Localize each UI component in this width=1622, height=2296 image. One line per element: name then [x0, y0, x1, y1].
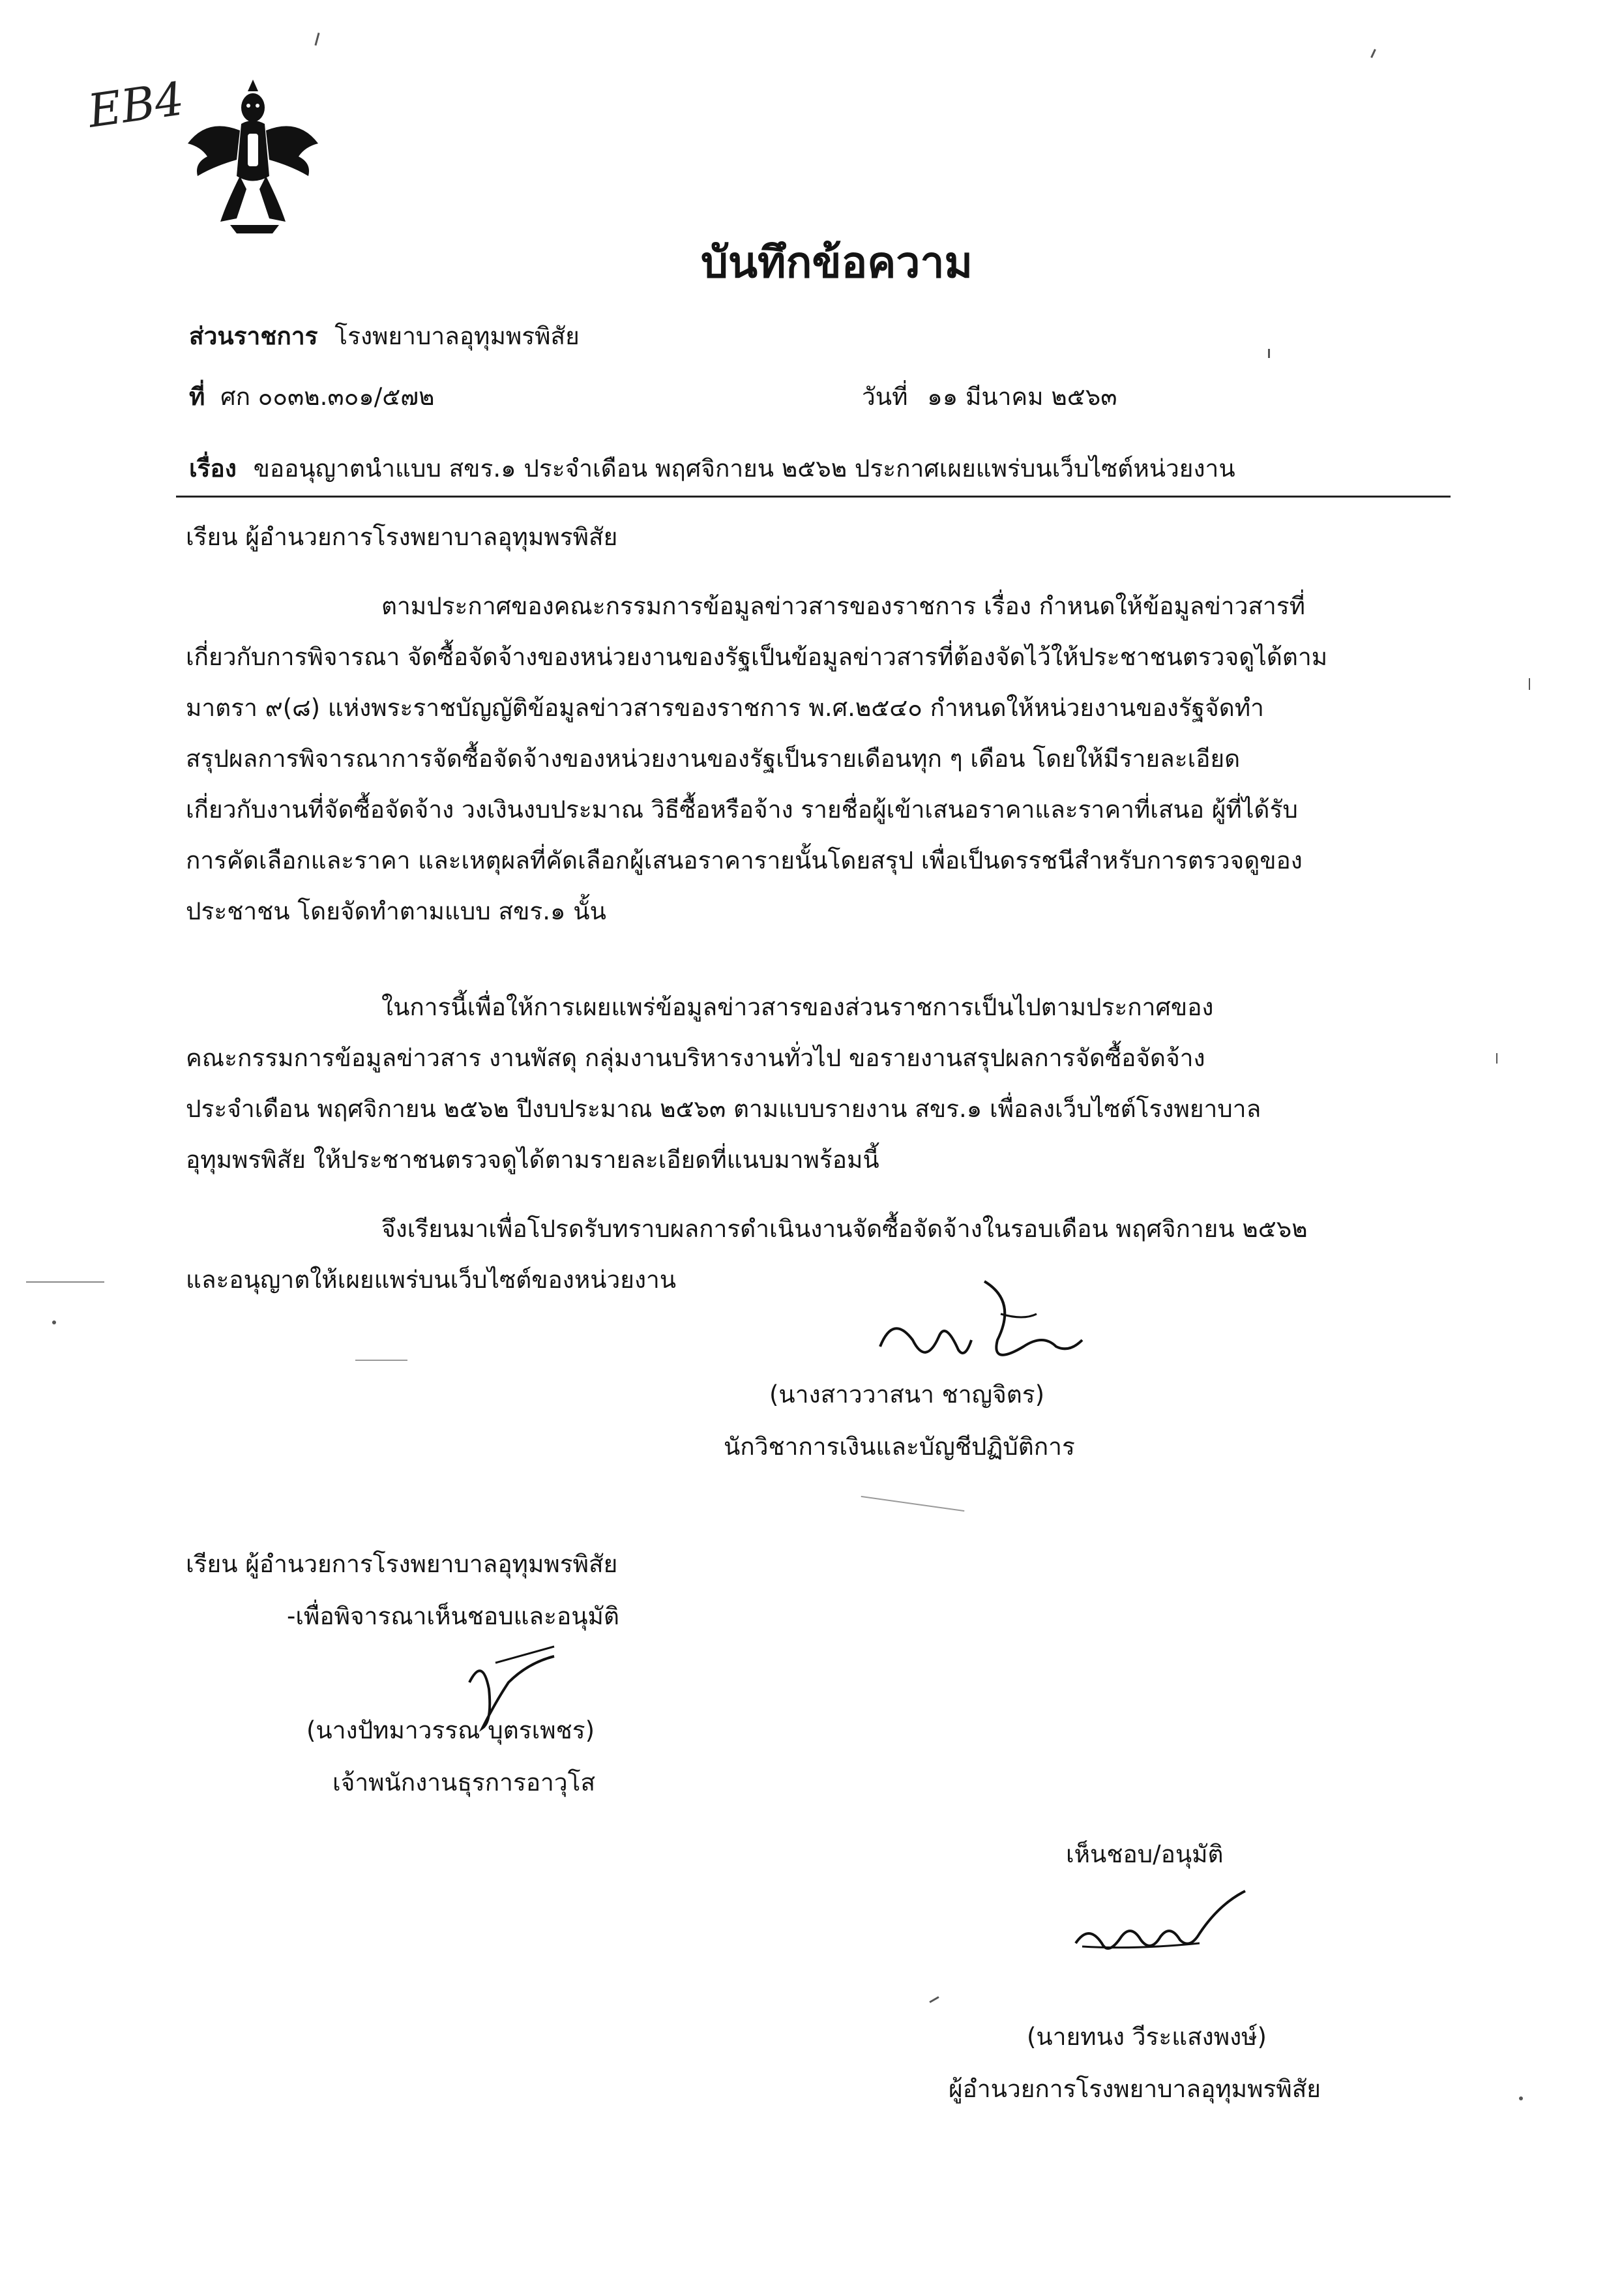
- forward-salutation: เรียน ผู้อำนวยการโรงพยาบาลอุทุมพรพิสัย: [186, 1550, 618, 1578]
- document-title: บันทึกข้อความ: [701, 237, 973, 288]
- subject-row: [189, 453, 1235, 485]
- signer-3-position: ผู้อำนวยการโรงพยาบาลอุทุมพรพิสัย: [949, 2075, 1321, 2103]
- approval-note: เห็นชอบ/อนุมัติ: [1066, 1840, 1224, 1868]
- header-divider: [176, 496, 1451, 498]
- scan-speck: [1519, 2096, 1523, 2100]
- signature-1-image: [867, 1275, 1089, 1392]
- paragraph-line: เกี่ยวกับงานที่จัดซื้อจัดจ้าง วงเงินงบประมาณ วิธีซื้อหรือจ้าง รายชื่อผู้เข้าเสนอราคาและราคาที่เสนอ ผู้ที่ได้รับ: [186, 796, 1298, 824]
- scan-speck: [1268, 349, 1270, 358]
- paragraph-line: อุทุมพรพิสัย ให้ประชาชนตรวจดูได้ตามรายละเอียดที่แนบมาพร้อมนี้: [186, 1146, 879, 1174]
- agency-label: ส่วนราชการ: [189, 322, 318, 350]
- paragraph-line: สรุปผลการพิจารณาการจัดซื้อจัดจ้างของหน่วยงานของรัฐเป็นรายเดือนทุก ๆ เดือน โดยให้มีรายละเอียด: [186, 745, 1241, 773]
- scan-speck: [355, 1360, 407, 1361]
- date-value: ๑๑ มีนาคม ๒๕๖๓: [927, 383, 1117, 411]
- agency-value: โรงพยาบาลอุทุมพรพิสัย: [334, 322, 580, 350]
- signer-2-position: เจ้าพนักงานธุรการอาวุโส: [332, 1768, 596, 1797]
- signer-3-name: (นายทนง วีระแสงพงษ์): [1027, 2023, 1267, 2051]
- paragraph-line: จึงเรียนมาเพื่อโปรดรับทราบผลการดำเนินงานจัดซื้อจัดจ้างในรอบเดือน พฤศจิกายน ๒๕๖๒: [381, 1215, 1308, 1243]
- signer-2-name: (นางปัทมาวรรณ บุตรเพชร): [306, 1716, 595, 1744]
- scan-speck: [1529, 678, 1530, 690]
- salutation: เรียน ผู้อำนวยการโรงพยาบาลอุทุมพรพิสัย: [186, 523, 618, 551]
- date-row: [862, 381, 1117, 413]
- paragraph-line: คณะกรรมการข้อมูลข่าวสาร งานพัสดุ กลุ่มงานบริหารงานทั่วไป ขอรายงานสรุปผลการจัดซื้อจัดจ้าง: [186, 1044, 1205, 1072]
- paragraph-line: มาตรา ๙(๘) แห่งพระราชบัญญัติข้อมูลข่าวสารของราชการ พ.ศ.๒๕๔๐ กำหนดให้หน่วยงานของรัฐจัดทำ: [186, 694, 1264, 722]
- scan-speck: [26, 1281, 104, 1283]
- paragraph-line: ประจำเดือน พฤศจิกายน ๒๕๖๒ ปีงบประมาณ ๒๕๖๓ ตามแบบรายงาน สขร.๑ เพื่อลงเว็บไซต์โรงพยาบาล: [186, 1095, 1261, 1123]
- paragraph-line: ตามประกาศของคณะกรรมการข้อมูลข่าวสารของราชการ เรื่อง กำหนดให้ข้อมูลข่าวสารที่: [381, 592, 1305, 620]
- scan-speck: [1496, 1053, 1497, 1064]
- paragraph-line: และอนุญาตให้เผยแพร่บนเว็บไซต์ของหน่วยงาน: [186, 1266, 677, 1294]
- scan-speck: [929, 1996, 939, 2003]
- paragraph-line: การคัดเลือกและราคา และเหตุผลที่คัดเลือกผู้เสนอราคารายนั้นโดยสรุป เพื่อเป็นดรรชนีสำหรับการตรวจดูของ: [186, 846, 1303, 874]
- paragraph-line: ประชาชน โดยจัดทำตามแบบ สขร.๑ นั้น: [186, 897, 606, 925]
- date-label: วันที่: [862, 383, 908, 411]
- scan-speck: [52, 1320, 56, 1324]
- signature-3-image: [1069, 1885, 1252, 1969]
- reference-number: ศก ๐๐๓๒.๓๐๑/๕๗๒: [220, 383, 435, 411]
- reference-row: [189, 381, 434, 413]
- agency-row: [189, 321, 580, 352]
- reference-label: ที่: [189, 383, 205, 411]
- forward-note: -เพื่อพิจารณาเห็นชอบและอนุมัติ: [287, 1602, 619, 1630]
- body-paragraph-1: [186, 584, 1327, 934]
- handwritten-corner-note: EB4: [85, 72, 188, 138]
- body-paragraph-3: [186, 1206, 1308, 1303]
- subject-label: เรื่อง: [189, 455, 237, 483]
- scan-speck: [314, 33, 319, 46]
- body-paragraph-2: [186, 985, 1261, 1183]
- scan-speck: [861, 1496, 965, 1512]
- signer-1-position: นักวิชาการเงินและบัญชีปฏิบัติการ: [724, 1433, 1075, 1461]
- subject-value: ขออนุญาตนำแบบ สขร.๑ ประจำเดือน พฤศจิกายน ๒๕๖๒ ประกาศเผยแพร่บนเว็บไซต์หน่วยงาน: [253, 455, 1235, 483]
- paragraph-line: ในการนี้เพื่อให้การเผยแพร่ข้อมูลข่าวสารของส่วนราชการเป็นไปตามประกาศของ: [381, 993, 1214, 1021]
- paragraph-line: เกี่ยวกับการพิจารณา จัดซื้อจัดจ้างของหน่วยงานของรัฐเป็นข้อมูลข่าวสารที่ต้องจัดไว้ให้ประชาชนตรวจดูได้ตาม: [186, 643, 1328, 671]
- signer-1-name: (นางสาววาสนา ชาญจิตร): [769, 1380, 1045, 1409]
- scan-speck: [1370, 49, 1376, 58]
- garuda-emblem-icon: [175, 78, 331, 235]
